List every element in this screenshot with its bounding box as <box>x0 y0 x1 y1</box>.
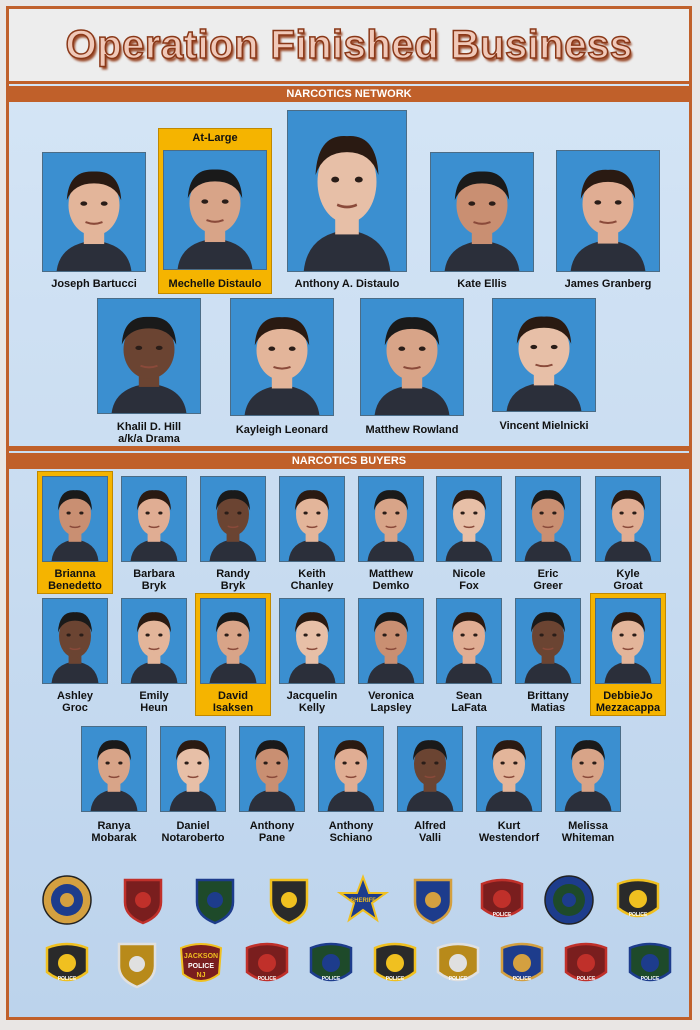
person-card-randy <box>200 476 266 592</box>
person-name: Khalil D. Hill a/k/a Drama <box>116 421 182 445</box>
mugshot-photo <box>358 476 424 562</box>
svg-text:POLICE: POLICE <box>187 963 215 970</box>
person-name: Ranya Mobarak <box>91 820 137 844</box>
person-name: Vincent Mielnicki <box>499 420 589 432</box>
svg-text:SHERIFF: SHERIFF <box>350 898 376 904</box>
person-card-debbiejo <box>595 598 661 714</box>
person-name: Daniel Notaroberto <box>161 820 225 844</box>
svg-text:POLICE: POLICE <box>576 976 596 982</box>
mugshot-photo <box>436 476 502 562</box>
title-bar <box>6 6 692 84</box>
person-name: Barbara Bryk <box>133 568 175 592</box>
person-card-veronica <box>358 598 424 714</box>
person-card-mechelle-distaulo <box>163 150 267 290</box>
police-patch-icon <box>432 938 484 990</box>
person-card-jacquelin <box>279 598 345 714</box>
person-name: Kurt Westendorf <box>478 820 540 844</box>
svg-text:POLICE: POLICE <box>57 976 77 982</box>
person-card-brianna <box>42 476 108 592</box>
jackson-police-patch-icon <box>175 938 227 990</box>
person-card-joseph-bartucci <box>42 152 146 290</box>
mugshot-photo <box>121 476 187 562</box>
mugshot-photo <box>239 726 305 812</box>
person-card-eric <box>515 476 581 592</box>
red-bank-police-patch-icon <box>496 938 548 990</box>
person-card-anthony-a-distaulo <box>287 110 407 290</box>
person-name: Kyle Groat <box>613 568 643 592</box>
mugshot-photo <box>476 726 542 812</box>
person-name: Melissa Whiteman <box>561 820 615 844</box>
person-name: Brianna Benedetto <box>48 568 102 592</box>
holmdel-police-patch-icon <box>41 938 93 990</box>
mugshot-photo <box>360 298 464 416</box>
matawan-police-patch-icon <box>369 938 421 990</box>
person-card-anthony <box>318 726 384 844</box>
person-card-daniel <box>160 726 226 844</box>
at-large-label: At-Large <box>192 132 238 144</box>
person-name: Kayleigh Leonard <box>235 424 329 436</box>
mugshot-photo <box>492 298 596 412</box>
attorney-general-seal-icon <box>41 874 93 926</box>
person-name: Matthew Rowland <box>365 424 459 436</box>
mugshot-photo <box>555 726 621 812</box>
person-name: Kate Ellis <box>457 278 507 290</box>
prosecutors-office-nj-badge-icon <box>263 874 315 926</box>
police-patch-icon <box>560 938 612 990</box>
mugshot-photo <box>397 726 463 812</box>
mugshot-photo <box>200 476 266 562</box>
mugshot-photo <box>42 152 146 272</box>
person-name: DebbieJo Mezzacappa <box>595 690 661 714</box>
section-header-buyers: NARCOTICS BUYERS <box>6 453 692 469</box>
eatontown-police-patch-icon <box>612 874 664 926</box>
person-name: James Granberg <box>564 278 652 290</box>
page-title: Operation Finished Business <box>65 22 633 67</box>
mugshot-photo <box>121 598 187 684</box>
person-name: Alfred Valli <box>414 820 446 844</box>
person-card-brittany <box>515 598 581 714</box>
person-card-emily <box>121 598 187 714</box>
person-name: Randy Bryk <box>216 568 250 592</box>
svg-text:POLICE: POLICE <box>492 912 512 918</box>
person-name: Sean LaFata <box>451 690 487 714</box>
svg-text:POLICE: POLICE <box>512 976 532 982</box>
person-card-kyle <box>595 476 661 592</box>
person-card-vincent-mielnicki <box>492 298 596 432</box>
mugshot-photo <box>515 598 581 684</box>
mugshot-photo <box>515 476 581 562</box>
person-name: Jacquelin Kelly <box>286 690 338 714</box>
section-divider <box>6 446 692 451</box>
mugshot-photo <box>200 598 266 684</box>
mugshot-photo <box>42 476 108 562</box>
person-card-kurt <box>476 726 542 844</box>
mugshot-photo <box>556 150 660 272</box>
prosecutors-office-badge-icon <box>117 874 169 926</box>
mugshot-photo <box>42 598 108 684</box>
svg-text:POLICE: POLICE <box>640 976 660 982</box>
svg-text:POLICE: POLICE <box>628 912 648 918</box>
person-card-kate-ellis <box>430 152 534 290</box>
police-patch-icon <box>476 874 528 926</box>
person-name: Emily Heun <box>139 690 169 714</box>
mugshot-photo <box>595 598 661 684</box>
person-card-keith <box>279 476 345 592</box>
svg-text:NJ: NJ <box>196 972 206 979</box>
mugshot-photo <box>81 726 147 812</box>
section-header-network: NARCOTICS NETWORK <box>6 86 692 102</box>
person-card-anthony <box>239 726 305 844</box>
person-card-alfred <box>397 726 463 844</box>
person-card-matthew-rowland <box>360 298 464 436</box>
svg-text:POLICE: POLICE <box>448 976 468 982</box>
person-card-matthew <box>358 476 424 592</box>
person-name: Brittany Matias <box>527 690 569 714</box>
person-name: Ashley Groc <box>56 690 94 714</box>
person-name: Eric Greer <box>533 568 563 592</box>
person-card-khalil-d-hill <box>97 298 201 445</box>
howell-police-patch-icon <box>111 938 163 990</box>
prosecutors-office-shield-icon <box>189 874 241 926</box>
person-card-melissa <box>555 726 621 844</box>
person-card-ashley <box>42 598 108 714</box>
person-name: Anthony Schiano <box>328 820 374 844</box>
mugshot-photo <box>287 110 407 272</box>
person-name: Anthony A. Distaulo <box>294 278 400 290</box>
mugshot-photo <box>160 726 226 812</box>
svg-text:POLICE: POLICE <box>385 976 405 982</box>
person-card-kayleigh-leonard <box>230 298 334 436</box>
mugshot-photo <box>430 152 534 272</box>
person-card-david <box>200 598 266 714</box>
person-card-james-granberg <box>556 150 660 290</box>
sheriff-star-icon <box>337 874 389 926</box>
svg-text:POLICE: POLICE <box>321 976 341 982</box>
police-patch-icon <box>543 874 595 926</box>
mugshot-photo <box>163 150 267 270</box>
person-name: Nicole Fox <box>452 568 486 592</box>
person-card-sean <box>436 598 502 714</box>
mugshot-photo <box>97 298 201 414</box>
mugshot-photo <box>279 476 345 562</box>
mugshot-photo <box>436 598 502 684</box>
svg-text:JACKSON: JACKSON <box>183 953 219 960</box>
person-name: Veronica Lapsley <box>368 690 414 714</box>
police-patch-icon <box>241 938 293 990</box>
person-name: Keith Chanley <box>290 568 334 592</box>
person-name: Anthony Pane <box>249 820 295 844</box>
person-card-ranya <box>81 726 147 844</box>
person-name: Mechelle Distaulo <box>168 278 262 290</box>
keyport-police-patch-icon <box>305 938 357 990</box>
person-name: David Isaksen <box>212 690 254 714</box>
person-card-nicole <box>436 476 502 592</box>
person-name: Matthew Demko <box>369 568 413 592</box>
person-name: Joseph Bartucci <box>51 278 137 290</box>
mugshot-photo <box>595 476 661 562</box>
mugshot-photo <box>279 598 345 684</box>
mugshot-photo <box>318 726 384 812</box>
sheriff-shield-icon <box>407 874 459 926</box>
mugshot-photo <box>230 298 334 416</box>
mugshot-photo <box>358 598 424 684</box>
person-card-barbara <box>121 476 187 592</box>
svg-text:POLICE: POLICE <box>257 976 277 982</box>
police-patch-icon <box>624 938 676 990</box>
